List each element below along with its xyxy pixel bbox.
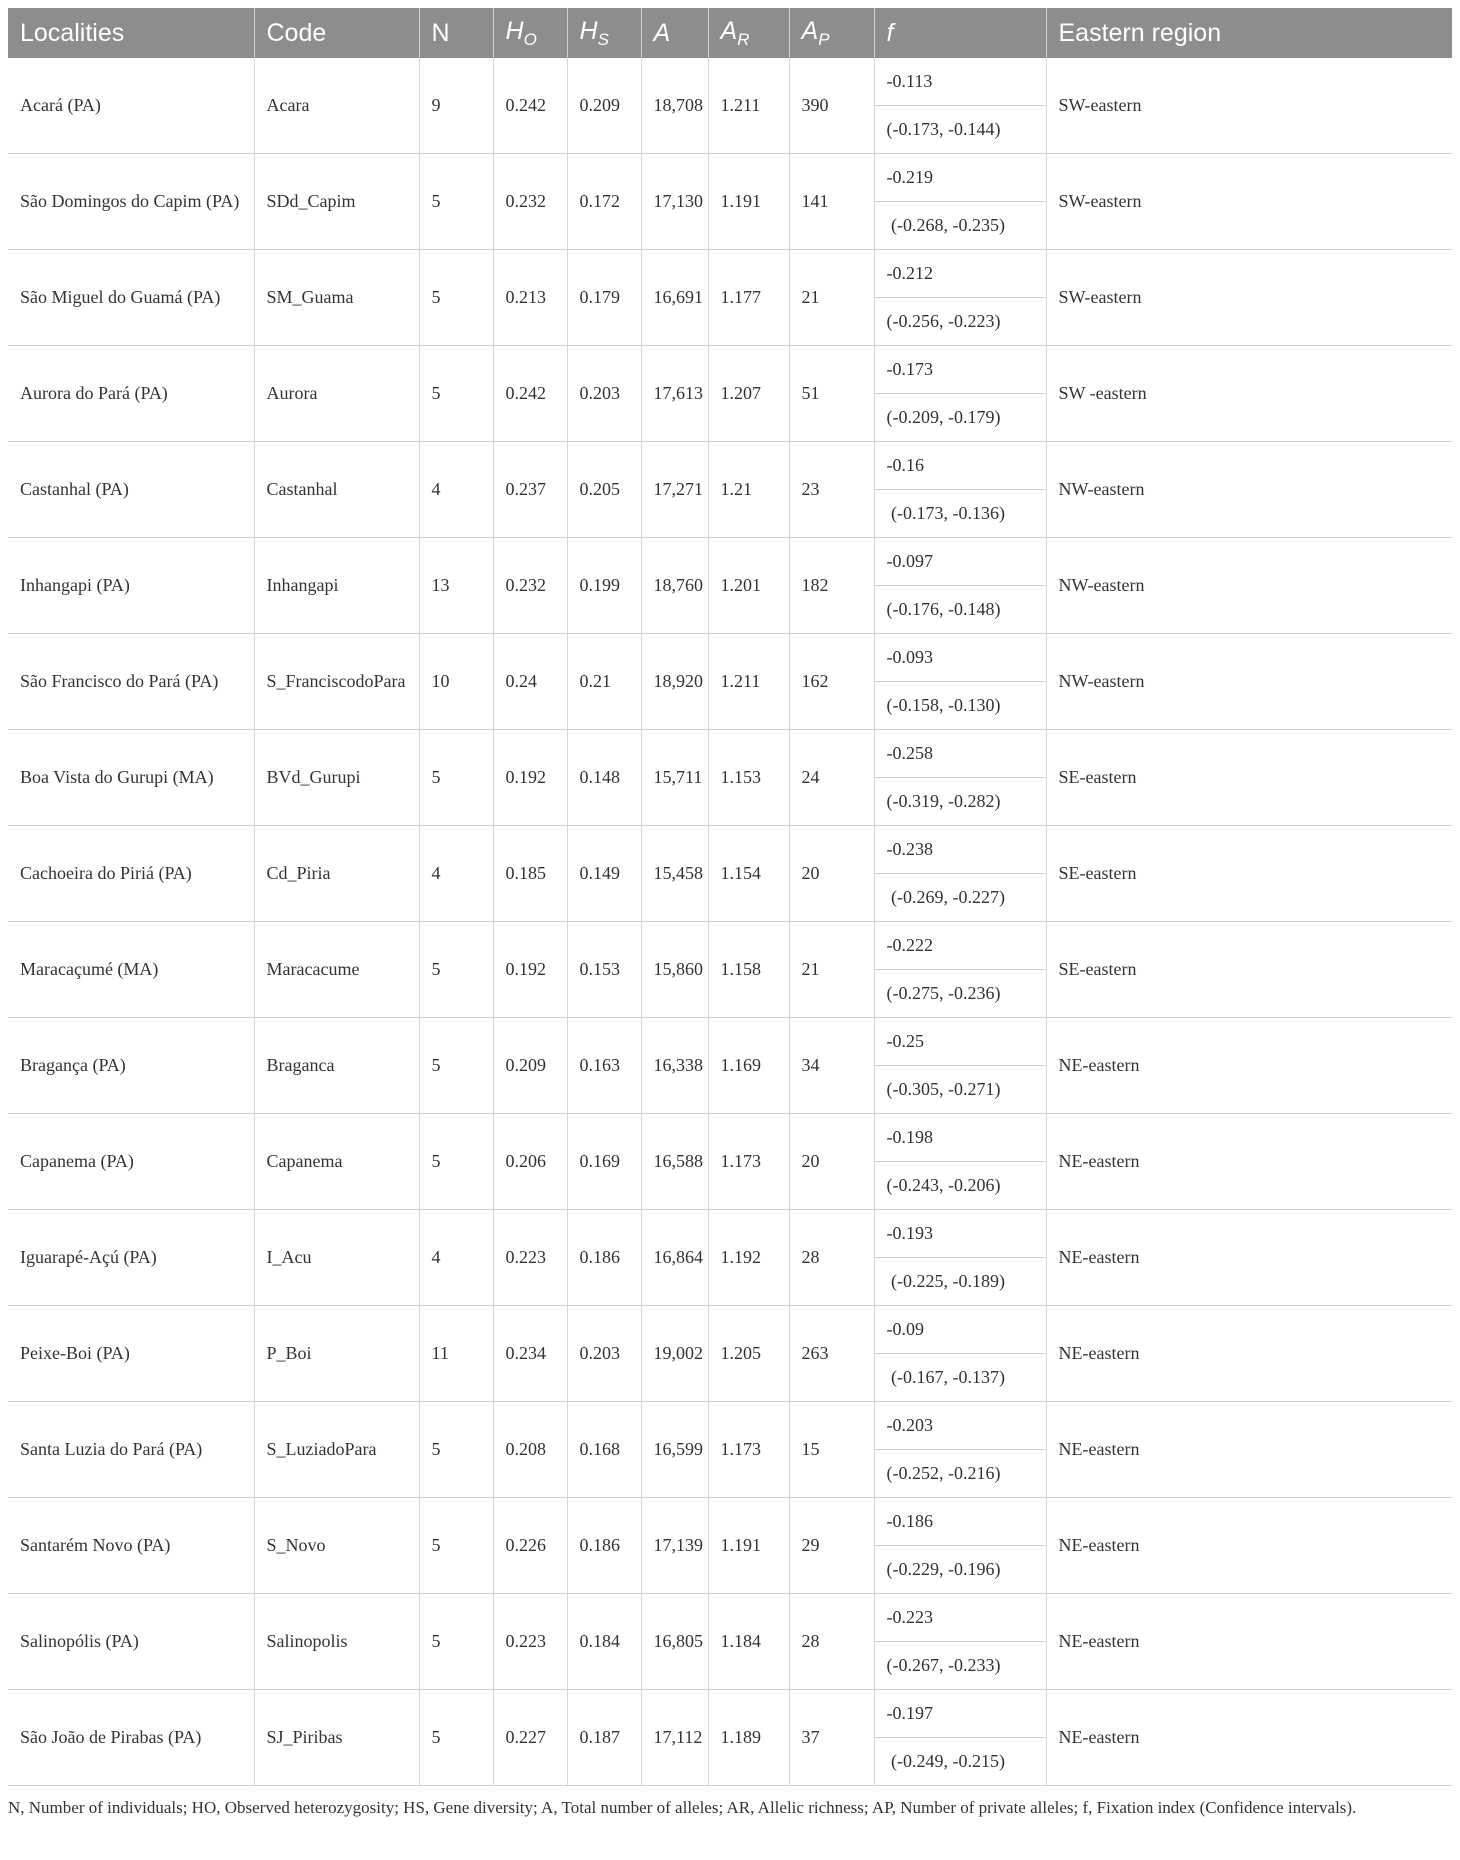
cell-ho: 0.232 <box>493 154 567 250</box>
cell-ar: 1.158 <box>708 922 789 1018</box>
cell-locality: Santa Luzia do Pará (PA) <box>8 1402 254 1498</box>
f-stack <box>875 1402 1046 1497</box>
table-row <box>8 1210 1452 1306</box>
table-row <box>8 634 1452 730</box>
cell-hs: 0.209 <box>567 58 641 154</box>
table-row <box>8 1114 1452 1210</box>
f-value: -0.25 <box>875 1018 1046 1066</box>
cell-ar: 1.192 <box>708 1210 789 1306</box>
cell-ar: 1.189 <box>708 1690 789 1786</box>
cell-n: 5 <box>419 250 493 346</box>
cell-locality: Inhangapi (PA) <box>8 538 254 634</box>
cell-hs: 0.163 <box>567 1018 641 1114</box>
cell-ho: 0.226 <box>493 1498 567 1594</box>
cell-region: NE-eastern <box>1046 1498 1452 1594</box>
cell-n: 13 <box>419 538 493 634</box>
f-value: -0.09 <box>875 1306 1046 1354</box>
f-value: -0.113 <box>875 58 1046 106</box>
table-row <box>8 1018 1452 1114</box>
cell-n: 5 <box>419 154 493 250</box>
cell-code: I_Acu <box>254 1210 419 1306</box>
cell-locality: São Miguel do Guamá (PA) <box>8 250 254 346</box>
f-confidence-interval: (-0.229, -0.196) <box>886 1559 1001 1579</box>
cell-ap: 24 <box>789 730 874 826</box>
f-value: -0.16 <box>875 442 1046 490</box>
f-confidence-interval: (-0.249, -0.215) <box>886 1751 1005 1771</box>
cell-locality: Salinopólis (PA) <box>8 1594 254 1690</box>
table-row <box>8 922 1452 1018</box>
table-row <box>8 58 1452 154</box>
header-code: Code <box>254 8 419 58</box>
cell-code: Braganca <box>254 1018 419 1114</box>
header-row <box>8 8 1452 58</box>
f-stack <box>875 826 1046 921</box>
cell-f <box>874 1210 1046 1306</box>
header-localities: Localities <box>8 8 254 58</box>
cell-hs: 0.149 <box>567 826 641 922</box>
cell-hs: 0.186 <box>567 1498 641 1594</box>
cell-n: 5 <box>419 1402 493 1498</box>
cell-ho: 0.232 <box>493 538 567 634</box>
cell-hs: 0.184 <box>567 1594 641 1690</box>
cell-code: Castanhal <box>254 442 419 538</box>
f-stack <box>875 1018 1046 1113</box>
cell-region: NW-eastern <box>1046 634 1452 730</box>
f-value: -0.198 <box>875 1114 1046 1162</box>
cell-locality: Acará (PA) <box>8 58 254 154</box>
cell-region: NW-eastern <box>1046 442 1452 538</box>
table-row <box>8 1306 1452 1402</box>
cell-f <box>874 1498 1046 1594</box>
f-confidence-interval: (-0.243, -0.206) <box>886 1175 1001 1195</box>
header-ar-sub: R <box>737 29 750 49</box>
cell-ar: 1.153 <box>708 730 789 826</box>
cell-f <box>874 1114 1046 1210</box>
cell-hs: 0.186 <box>567 1210 641 1306</box>
cell-hs: 0.21 <box>567 634 641 730</box>
cell-code: S_LuziadoPara <box>254 1402 419 1498</box>
cell-locality: Boa Vista do Gurupi (MA) <box>8 730 254 826</box>
f-confidence-interval: (-0.269, -0.227) <box>886 887 1005 907</box>
f-value: -0.212 <box>875 250 1046 298</box>
cell-ho: 0.208 <box>493 1402 567 1498</box>
table-body <box>8 58 1452 1786</box>
f-stack <box>875 1594 1046 1689</box>
cell-region: NE-eastern <box>1046 1594 1452 1690</box>
f-confidence-interval: (-0.267, -0.233) <box>886 1655 1001 1675</box>
cell-ar: 1.191 <box>708 154 789 250</box>
f-confidence-interval: (-0.305, -0.271) <box>886 1079 1001 1099</box>
cell-locality: Cachoeira do Piriá (PA) <box>8 826 254 922</box>
cell-ap: 15 <box>789 1402 874 1498</box>
f-value: -0.258 <box>875 730 1046 778</box>
cell-f <box>874 1402 1046 1498</box>
cell-n: 9 <box>419 58 493 154</box>
f-stack <box>875 1114 1046 1209</box>
header-ar-main: A <box>720 16 738 45</box>
cell-ap: 20 <box>789 1114 874 1210</box>
cell-ar: 1.173 <box>708 1402 789 1498</box>
cell-n: 4 <box>419 1210 493 1306</box>
cell-code: Salinopolis <box>254 1594 419 1690</box>
f-stack <box>875 730 1046 825</box>
cell-ar: 1.205 <box>708 1306 789 1402</box>
cell-a: 17,613 <box>641 346 708 442</box>
cell-n: 5 <box>419 1114 493 1210</box>
cell-locality: Bragança (PA) <box>8 1018 254 1114</box>
cell-ar: 1.177 <box>708 250 789 346</box>
cell-ho: 0.24 <box>493 634 567 730</box>
cell-region: NE-eastern <box>1046 1210 1452 1306</box>
cell-f <box>874 634 1046 730</box>
f-confidence-interval: (-0.158, -0.130) <box>886 695 1001 715</box>
cell-a: 15,711 <box>641 730 708 826</box>
cell-region: SW-eastern <box>1046 250 1452 346</box>
cell-ar: 1.191 <box>708 1498 789 1594</box>
cell-n: 5 <box>419 346 493 442</box>
header-ho-sub: O <box>523 29 537 49</box>
header-f <box>874 8 1046 58</box>
cell-locality: São João de Pirabas (PA) <box>8 1690 254 1786</box>
cell-ar: 1.169 <box>708 1018 789 1114</box>
cell-n: 5 <box>419 922 493 1018</box>
cell-a: 17,271 <box>641 442 708 538</box>
cell-a: 18,760 <box>641 538 708 634</box>
cell-region: NE-eastern <box>1046 1690 1452 1786</box>
cell-ho: 0.242 <box>493 58 567 154</box>
cell-ho: 0.209 <box>493 1018 567 1114</box>
cell-a: 18,708 <box>641 58 708 154</box>
cell-hs: 0.199 <box>567 538 641 634</box>
cell-ho: 0.192 <box>493 922 567 1018</box>
cell-ar: 1.211 <box>708 58 789 154</box>
f-value: -0.173 <box>875 346 1046 394</box>
f-stack <box>875 1306 1046 1401</box>
cell-a: 16,691 <box>641 250 708 346</box>
diversity-table <box>8 8 1452 1786</box>
cell-hs: 0.205 <box>567 442 641 538</box>
cell-code: Acara <box>254 58 419 154</box>
f-stack <box>875 250 1046 345</box>
header-a-main: A <box>653 18 671 47</box>
cell-a: 16,338 <box>641 1018 708 1114</box>
cell-f <box>874 58 1046 154</box>
cell-f <box>874 1018 1046 1114</box>
cell-code: BVd_Gurupi <box>254 730 419 826</box>
cell-a: 17,139 <box>641 1498 708 1594</box>
cell-locality: Maracaçumé (MA) <box>8 922 254 1018</box>
cell-region: SE-eastern <box>1046 730 1452 826</box>
cell-ar: 1.184 <box>708 1594 789 1690</box>
cell-region: SW-eastern <box>1046 154 1452 250</box>
cell-ho: 0.185 <box>493 826 567 922</box>
f-value: -0.223 <box>875 1594 1046 1642</box>
cell-code: Capanema <box>254 1114 419 1210</box>
f-stack <box>875 346 1046 441</box>
f-confidence-interval: (-0.256, -0.223) <box>886 311 1001 331</box>
cell-locality: Iguarapé-Açú (PA) <box>8 1210 254 1306</box>
header-ap-sub: P <box>818 29 830 49</box>
f-stack <box>875 58 1046 153</box>
cell-hs: 0.169 <box>567 1114 641 1210</box>
f-confidence-interval: (-0.173, -0.144) <box>886 119 1001 139</box>
cell-code: SDd_Capim <box>254 154 419 250</box>
cell-ap: 34 <box>789 1018 874 1114</box>
cell-hs: 0.187 <box>567 1690 641 1786</box>
cell-code: Maracacume <box>254 922 419 1018</box>
cell-ap: 23 <box>789 442 874 538</box>
cell-ho: 0.227 <box>493 1690 567 1786</box>
f-stack <box>875 538 1046 633</box>
cell-f <box>874 1594 1046 1690</box>
table-container <box>8 8 1452 1786</box>
cell-region: NE-eastern <box>1046 1402 1452 1498</box>
cell-ar: 1.173 <box>708 1114 789 1210</box>
cell-hs: 0.172 <box>567 154 641 250</box>
f-value: -0.222 <box>875 922 1046 970</box>
cell-n: 5 <box>419 1594 493 1690</box>
cell-a: 15,860 <box>641 922 708 1018</box>
table-row <box>8 1690 1452 1786</box>
cell-ar: 1.21 <box>708 442 789 538</box>
cell-ho: 0.242 <box>493 346 567 442</box>
f-confidence-interval: (-0.319, -0.282) <box>886 791 1001 811</box>
cell-ap: 28 <box>789 1594 874 1690</box>
cell-n: 11 <box>419 1306 493 1402</box>
header-ar <box>708 8 789 58</box>
table-row <box>8 826 1452 922</box>
cell-region: SE-eastern <box>1046 826 1452 922</box>
cell-ap: 162 <box>789 634 874 730</box>
header-hs-main: H <box>579 16 598 45</box>
cell-f <box>874 922 1046 1018</box>
f-confidence-interval: (-0.176, -0.148) <box>886 599 1001 619</box>
f-value: -0.193 <box>875 1210 1046 1258</box>
f-value: -0.238 <box>875 826 1046 874</box>
header-hs <box>567 8 641 58</box>
cell-a: 16,805 <box>641 1594 708 1690</box>
f-confidence-interval: (-0.275, -0.236) <box>886 983 1001 1003</box>
cell-ar: 1.207 <box>708 346 789 442</box>
f-value: -0.186 <box>875 1498 1046 1546</box>
cell-code: Inhangapi <box>254 538 419 634</box>
table-row <box>8 154 1452 250</box>
table-row <box>8 730 1452 826</box>
cell-f <box>874 538 1046 634</box>
cell-a: 16,599 <box>641 1402 708 1498</box>
header-ap <box>789 8 874 58</box>
cell-hs: 0.179 <box>567 250 641 346</box>
cell-code: Cd_Piria <box>254 826 419 922</box>
header-a <box>641 8 708 58</box>
cell-ar: 1.201 <box>708 538 789 634</box>
cell-ho: 0.192 <box>493 730 567 826</box>
f-confidence-interval: (-0.167, -0.137) <box>886 1367 1005 1387</box>
f-stack <box>875 634 1046 729</box>
f-stack <box>875 1498 1046 1593</box>
f-value: -0.219 <box>875 154 1046 202</box>
cell-locality: Castanhal (PA) <box>8 442 254 538</box>
header-ap-main: A <box>801 16 819 45</box>
cell-hs: 0.203 <box>567 346 641 442</box>
cell-a: 16,588 <box>641 1114 708 1210</box>
table-row <box>8 346 1452 442</box>
cell-a: 17,130 <box>641 154 708 250</box>
cell-f <box>874 1690 1046 1786</box>
cell-hs: 0.153 <box>567 922 641 1018</box>
cell-code: P_Boi <box>254 1306 419 1402</box>
table-row <box>8 250 1452 346</box>
cell-region: NE-eastern <box>1046 1018 1452 1114</box>
f-confidence-interval: (-0.252, -0.216) <box>886 1463 1001 1483</box>
header-ho-main: H <box>505 16 524 45</box>
cell-n: 5 <box>419 730 493 826</box>
cell-region: NW-eastern <box>1046 538 1452 634</box>
cell-f <box>874 1306 1046 1402</box>
cell-region: NE-eastern <box>1046 1114 1452 1210</box>
cell-ho: 0.223 <box>493 1594 567 1690</box>
cell-locality: São Francisco do Pará (PA) <box>8 634 254 730</box>
cell-ap: 390 <box>789 58 874 154</box>
table-footnote: N, Number of individuals; HO, Observed heterozygosity; HS, Gene diversity; A, Total number of alleles; AR, Allelic richness; AP, Number of private alleles; f, Fixation index (Confidence intervals). <box>8 1798 1357 1817</box>
f-stack <box>875 1690 1046 1785</box>
cell-ap: 263 <box>789 1306 874 1402</box>
cell-ho: 0.234 <box>493 1306 567 1402</box>
cell-a: 19,002 <box>641 1306 708 1402</box>
cell-locality: Capanema (PA) <box>8 1114 254 1210</box>
cell-code: SJ_Piribas <box>254 1690 419 1786</box>
table-row <box>8 1594 1452 1690</box>
cell-hs: 0.168 <box>567 1402 641 1498</box>
cell-region: SE-eastern <box>1046 922 1452 1018</box>
cell-locality: Aurora do Pará (PA) <box>8 346 254 442</box>
cell-ap: 21 <box>789 922 874 1018</box>
cell-ap: 182 <box>789 538 874 634</box>
f-value: -0.097 <box>875 538 1046 586</box>
cell-a: 15,458 <box>641 826 708 922</box>
cell-f <box>874 730 1046 826</box>
cell-a: 17,112 <box>641 1690 708 1786</box>
header-hs-sub: S <box>597 29 609 49</box>
cell-f <box>874 346 1046 442</box>
header-n: N <box>419 8 493 58</box>
cell-locality: Santarém Novo (PA) <box>8 1498 254 1594</box>
table-row <box>8 442 1452 538</box>
cell-a: 16,864 <box>641 1210 708 1306</box>
f-stack <box>875 1210 1046 1305</box>
f-confidence-interval: (-0.225, -0.189) <box>886 1271 1005 1291</box>
cell-code: Aurora <box>254 346 419 442</box>
header-f-main: f <box>886 18 894 47</box>
cell-f <box>874 154 1046 250</box>
table-row <box>8 1498 1452 1594</box>
cell-code: S_FranciscodoPara <box>254 634 419 730</box>
f-value: -0.197 <box>875 1690 1046 1738</box>
cell-code: SM_Guama <box>254 250 419 346</box>
cell-ap: 51 <box>789 346 874 442</box>
cell-ho: 0.206 <box>493 1114 567 1210</box>
header-region: Eastern region <box>1046 8 1452 58</box>
cell-ho: 0.223 <box>493 1210 567 1306</box>
f-stack <box>875 922 1046 1017</box>
cell-locality: Peixe-Boi (PA) <box>8 1306 254 1402</box>
cell-locality: São Domingos do Capim (PA) <box>8 154 254 250</box>
cell-f <box>874 442 1046 538</box>
cell-hs: 0.203 <box>567 1306 641 1402</box>
cell-n: 4 <box>419 826 493 922</box>
f-confidence-interval: (-0.268, -0.235) <box>886 215 1005 235</box>
f-confidence-interval: (-0.173, -0.136) <box>886 503 1005 523</box>
f-value: -0.203 <box>875 1402 1046 1450</box>
cell-a: 18,920 <box>641 634 708 730</box>
cell-ap: 29 <box>789 1498 874 1594</box>
cell-ap: 20 <box>789 826 874 922</box>
cell-ho: 0.213 <box>493 250 567 346</box>
f-stack <box>875 154 1046 249</box>
f-stack <box>875 442 1046 537</box>
cell-ap: 37 <box>789 1690 874 1786</box>
cell-n: 4 <box>419 442 493 538</box>
cell-region: SW-eastern <box>1046 58 1452 154</box>
header-ho <box>493 8 567 58</box>
cell-ar: 1.154 <box>708 826 789 922</box>
f-confidence-interval: (-0.209, -0.179) <box>886 407 1001 427</box>
table-row <box>8 1402 1452 1498</box>
cell-n: 5 <box>419 1690 493 1786</box>
cell-ap: 141 <box>789 154 874 250</box>
cell-ar: 1.211 <box>708 634 789 730</box>
cell-region: NE-eastern <box>1046 1306 1452 1402</box>
cell-n: 5 <box>419 1018 493 1114</box>
cell-ap: 21 <box>789 250 874 346</box>
f-value: -0.093 <box>875 634 1046 682</box>
cell-hs: 0.148 <box>567 730 641 826</box>
cell-n: 5 <box>419 1498 493 1594</box>
cell-region: SW -eastern <box>1046 346 1452 442</box>
cell-code: S_Novo <box>254 1498 419 1594</box>
cell-ap: 28 <box>789 1210 874 1306</box>
cell-f <box>874 826 1046 922</box>
cell-n: 10 <box>419 634 493 730</box>
cell-ho: 0.237 <box>493 442 567 538</box>
table-row <box>8 538 1452 634</box>
cell-f <box>874 250 1046 346</box>
